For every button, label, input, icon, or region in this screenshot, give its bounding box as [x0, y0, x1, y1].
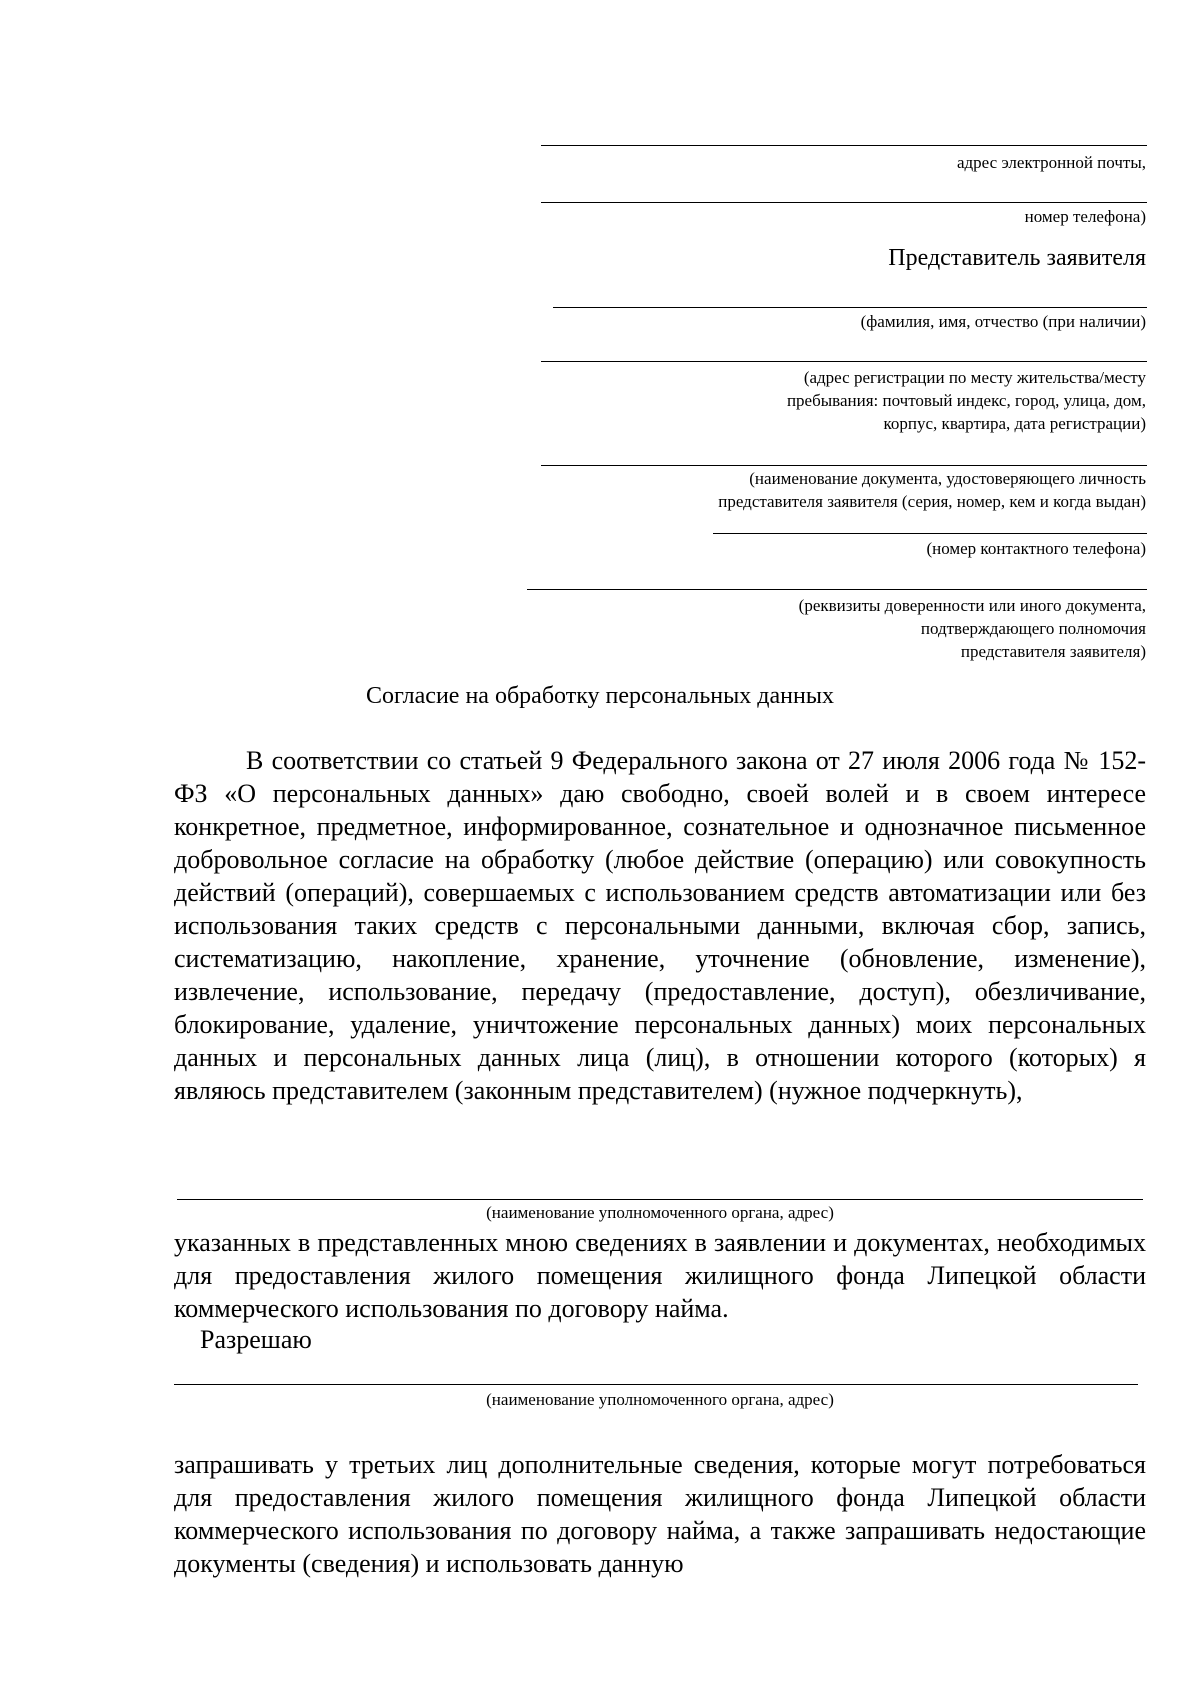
rep-phone-caption: (номер контактного телефона) [926, 539, 1146, 558]
rep-address-line [541, 361, 1147, 362]
data-scope-paragraph: указанных в представленных мною сведениях в заявлении и документах, необходимых для предоставления жилого помещения жилищного фонда Липецкой области коммерческого использования по договору найма. [174, 1228, 1146, 1323]
authority-line-2 [174, 1384, 1138, 1385]
authority-caption-2: (наименование уполномоченного органа, адрес) [486, 1390, 834, 1409]
rep-id-caption-line-1: (наименование документа, удостоверяющего личность [749, 469, 1146, 488]
rep-id-caption-line-2: представителя заявителя (серия, номер, кем и когда выдан) [718, 492, 1146, 511]
rep-power-caption-line-3: представителя заявителя) [960, 642, 1146, 661]
email-caption: адрес электронной почты, [956, 153, 1146, 172]
email-line [541, 145, 1147, 146]
rep-power-line [527, 589, 1147, 590]
permit-label: Разрешаю [200, 1325, 312, 1354]
third-party-paragraph: запрашивать у третьих лиц дополнительные сведения, которые могут потребоваться для предоставления жилого помещения жилищного фонда Липецкой области коммерческого использования по договору найма, а также запрашивать недостающие документы (сведения) и использовать данную [174, 1450, 1146, 1578]
authority-line-1 [177, 1199, 1143, 1200]
rep-id-line [541, 465, 1147, 466]
rep-name-caption: (фамилия, имя, отчество (при наличии) [860, 312, 1146, 331]
phone-line [541, 202, 1147, 203]
rep-name-line [553, 307, 1147, 308]
document-title: Согласие на обработку персональных данных [366, 683, 834, 709]
rep-address-caption-line-1: (адрес регистрации по месту жительства/месту [803, 368, 1146, 387]
rep-phone-line [713, 533, 1147, 534]
rep-address-caption-line-2: пребывания: почтовый индекс, город, улица, дом, [786, 391, 1146, 410]
representative-title: Представитель заявителя [888, 245, 1146, 271]
rep-power-caption-line-1: (реквизиты доверенности или иного документа, [798, 596, 1146, 615]
rep-power-caption-line-2: подтверждающего полномочия [920, 619, 1146, 638]
consent-paragraph: В соответствии со статьей 9 Федерального закона от 27 июля 2006 года № 152-ФЗ «О персональных данных» даю свободно, своей волей и в своем интересе конкретное, предметное, информированное, сознательное и однозначное письменное добровольное согласие на обработку (любое действие (операцию) или совокупность действий (операций), совершаемых с использованием средств автоматизации или без использования таких средств с персональными данными, включая сбор, запись, систематизацию, накопление, хранение, уточнение (обновление, изменение), извлечение, использование, передачу (предоставление, доступ), обезличивание, блокирование, удаление, уничтожение персональных данных) моих персональных данных и персональных данных лица (лиц), в отношении которого (которых) я являюсь представителем (законным представителем) (нужное подчеркнуть), [174, 746, 1146, 1105]
authority-caption-1: (наименование уполномоченного органа, адрес) [486, 1203, 834, 1222]
phone-caption: номер телефона) [1024, 207, 1146, 226]
rep-address-caption-line-3: корпус, квартира, дата регистрации) [883, 414, 1146, 433]
